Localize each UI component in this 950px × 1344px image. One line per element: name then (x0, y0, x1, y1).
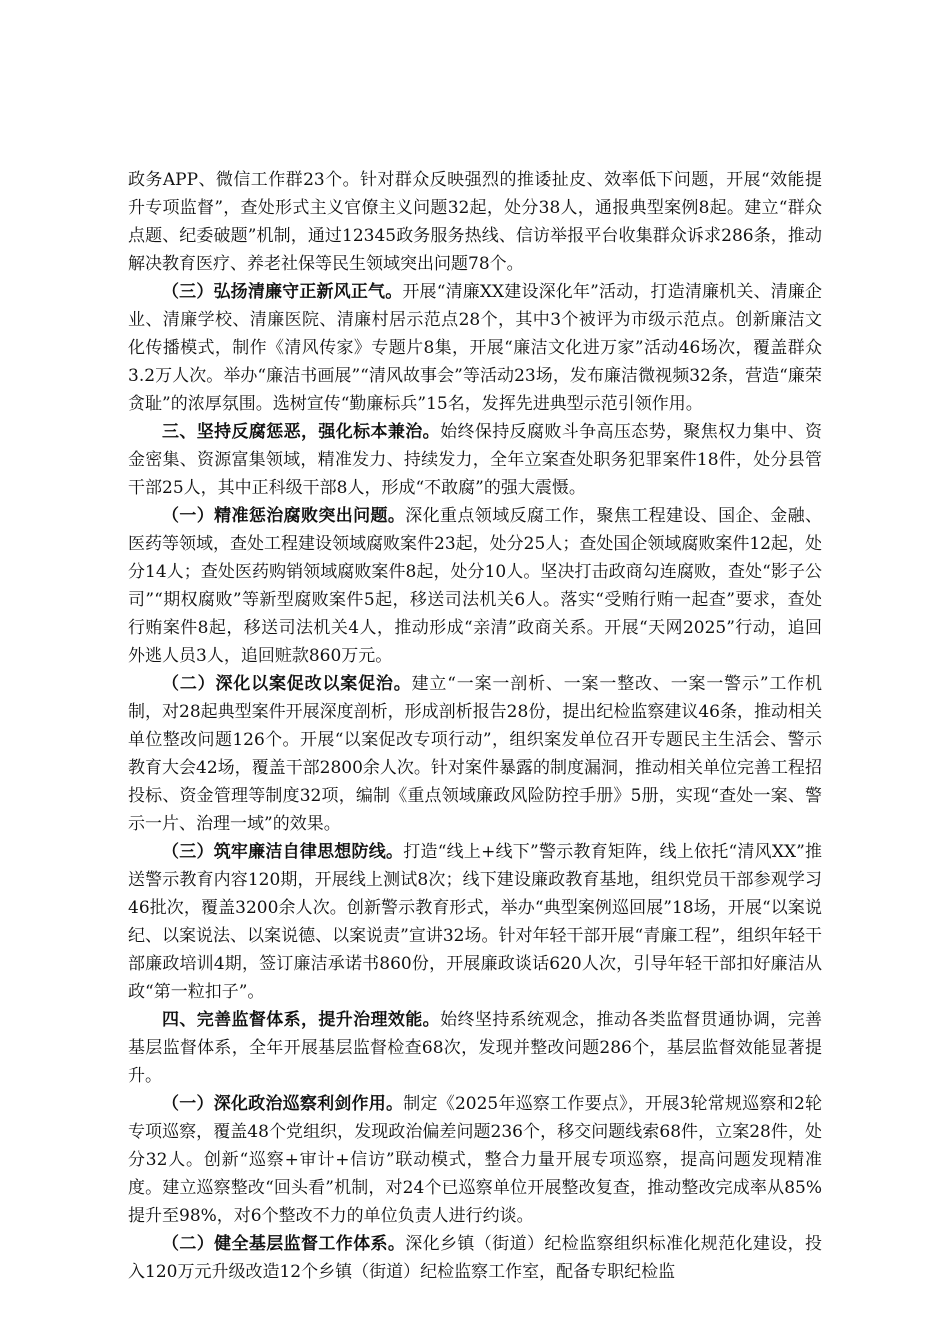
paragraph-4-text: 深化重点领域反腐工作，聚焦工程建设、国企、金融、医药等领域，查处工程建设领域腐败案件23起，处分25人；查处国企领域腐败案件12起，处分14人；查处医药购销领域腐败案件8起，处分10人。坚决打击政商勾连腐败，查处“影子公司”“期权腐败”等新型腐败案件5起，移送司法机关6人。落实“受贿行贿一起查”要求，查处行贿案件8起，移送司法机关4人，推动形成“亲清”政商关系。开展“天网2025”行动，追回外逃人员3人，追回赃款860万元。 (128, 506, 822, 666)
paragraph-7 (128, 1006, 822, 1090)
paragraph-1-text: 政务APP、微信工作群23个。针对群众反映强烈的推诿扯皮、效率低下问题，开展“效能提升专项监督”，查处形式主义官僚主义问题32起，处分38人，通报典型案例8起。建立“群众点题、纪委破题”机制，通过12345政务服务热线、信访举报平台收集群众诉求286条，推动解决教育医疗、养老社保等民生领域突出问题78个。 (128, 170, 822, 274)
paragraph-6-heading: （三）筑牢廉洁自律思想防线。 (162, 842, 404, 862)
paragraph-7-text: 始终坚持系统观念，推动各类监督贯通协调，完善基层监督体系，全年开展基层监督检查68次，发现并整改问题286个，基层监督效能显著提升。 (128, 1010, 823, 1086)
paragraph-5 (128, 670, 822, 838)
paragraph-1 (128, 166, 822, 278)
paragraph-4 (128, 502, 822, 670)
paragraph-5-heading: （二）深化以案促改以案促治。 (162, 674, 412, 694)
paragraph-2 (128, 278, 822, 418)
paragraph-9-heading: （二）健全基层监督工作体系。 (162, 1234, 406, 1254)
paragraph-8 (128, 1090, 822, 1230)
paragraph-2-text: 开展“清廉XX建设深化年”活动，打造清廉机关、清廉企业、清廉学校、清廉医院、清廉村居示范点28个，其中3个被评为市级示范点。创新廉洁文化传播模式，制作《清风传家》专题片8集，开展“廉洁文化进万家”活动46场次，覆盖群众3.2万人次。举办“廉洁书画展”“清风故事会”等活动23场，发布廉洁微视频32条，营造“廉荣贪耻”的浓厚氛围。选树宣传“勤廉标兵”15名，发挥先进典型示范引领作用。 (128, 282, 823, 414)
paragraph-5-text: 建立“一案一剖析、一案一整改、一案一警示”工作机制，对28起典型案件开展深度剖析，形成剖析报告28份，提出纪检监察建议46条，推动相关单位整改问题126个。开展“以案促改专项行动”，组织案发单位召开专题民主生活会、警示教育大会42场，覆盖干部2800余人次。针对案件暴露的制度漏洞，推动相关单位完善工程招投标、资金管理等制度32项，编制《重点领域廉政风险防控手册》5册，实现“查处一案、警示一片、治理一域”的效果。 (128, 674, 823, 834)
paragraph-8-text: 制定《2025年巡察工作要点》，开展3轮常规巡察和2轮专项巡察，覆盖48个党组织，发现政治偏差问题236个，移交问题线索68件，立案28件，处分32人。创新“巡察+审计+信访”联动模式，整合力量开展专项巡察，提高问题发现精准度。建立巡察整改“回头看”机制，对24个已巡察单位开展整改复查，推动整改完成率从85%提升至98%，对6个整改不力的单位负责人进行约谈。 (128, 1094, 823, 1226)
paragraph-3-heading: 三、坚持反腐惩恶，强化标本兼治。 (162, 422, 441, 442)
paragraph-9 (128, 1230, 822, 1286)
paragraph-3 (128, 418, 822, 502)
paragraph-3-text: 始终保持反腐败斗争高压态势，聚焦权力集中、资金密集、资源富集领域，精准发力、持续发力，全年立案查处职务犯罪案件18件，处分县管干部25人，其中正科级干部8人，形成“不敢腐”的强大震慑。 (128, 422, 823, 498)
paragraph-6-text: 打造“线上+线下”警示教育矩阵，线上依托“清风XX”推送警示教育内容120期，开展线上测试8次；线下建设廉政教育基地，组织党员干部参观学习46批次，覆盖3200余人次。创新警示教育形式，举办“典型案例巡回展”18场，开展“以案说纪、以案说法、以案说德、以案说责”宣讲32场。针对年轻干部开展“青廉工程”，组织年轻干部廉政培训4期，签订廉洁承诺书860份，开展廉政谈话620人次，引导年轻干部扣好廉洁从政“第一粒扣子”。 (128, 842, 823, 1002)
paragraph-9-text: 深化乡镇（街道）纪检监察组织标准化规范化建设，投入120万元升级改造12个乡镇（街道）纪检监察工作室，配备专职纪检监 (128, 1234, 822, 1282)
paragraph-6 (128, 838, 822, 1006)
paragraph-8-heading: （一）深化政治巡察利剑作用。 (162, 1094, 404, 1114)
paragraph-2-heading: （三）弘扬清廉守正新风正气。 (162, 282, 403, 302)
paragraph-7-heading: 四、完善监督体系，提升治理效能。 (162, 1010, 441, 1030)
paragraph-4-heading: （一）精准惩治腐败突出问题。 (162, 506, 406, 526)
document-page (128, 166, 822, 1286)
